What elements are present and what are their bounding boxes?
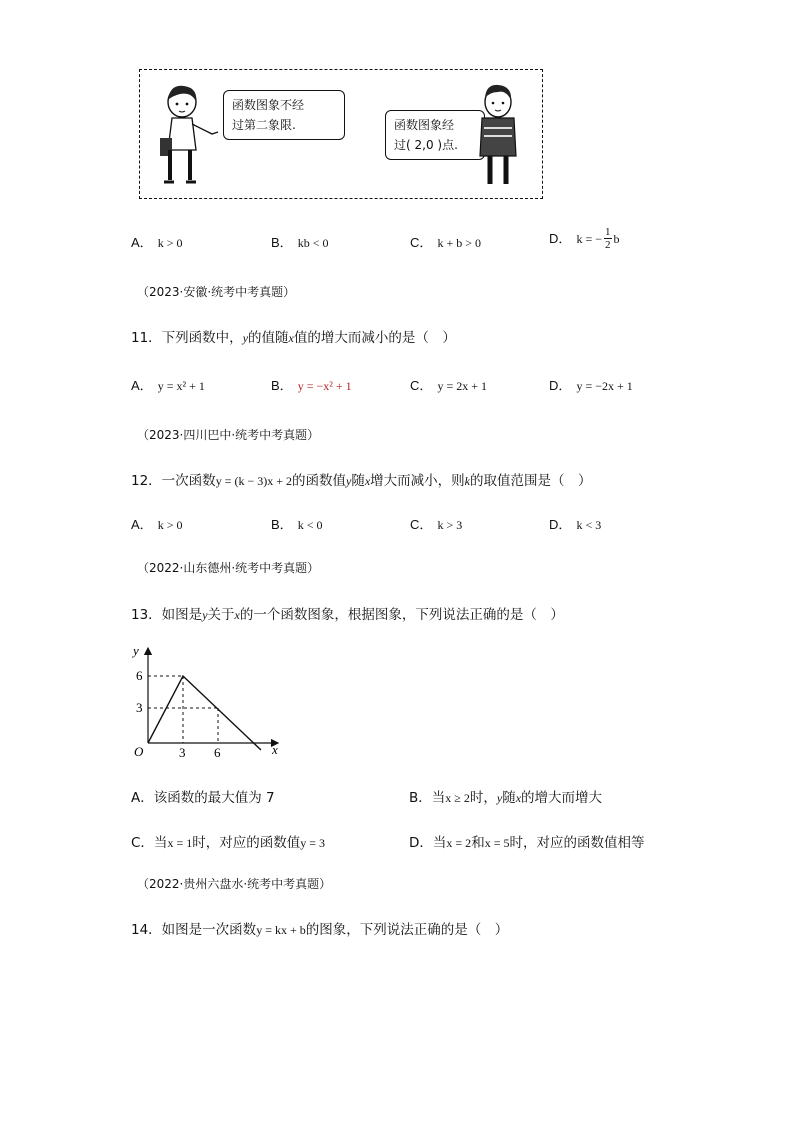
q13-source: （2022·山东德州·统考中考真题）	[137, 561, 320, 575]
y-tick-6: 6	[136, 668, 143, 683]
x-tick-6: 6	[214, 745, 221, 760]
boy-speech-line2: 过( 2,0 )点.	[394, 138, 458, 152]
q10-option-a[interactable]: A． k > 0	[131, 235, 183, 250]
q12-option-a[interactable]: A． k > 0	[131, 517, 183, 532]
q14-stem: 14．如图是一次函数y = kx + b的图象，下列说法正确的是（ ）	[131, 922, 509, 938]
q14-source: （2022·贵州六盘水·统考中考真题）	[137, 877, 332, 891]
q12-option-d[interactable]: D． k < 3	[549, 517, 602, 532]
q11-source: （2023·安徽·统考中考真题）	[137, 285, 296, 299]
fraction-one-half: $\frac{1}{2}$	[605, 226, 611, 251]
boy-speech-line1: 函数图象经	[394, 118, 455, 132]
girl-figure-icon	[150, 80, 230, 190]
origin-label: O	[134, 744, 144, 759]
boy-figure-icon	[468, 80, 528, 190]
q12-source: （2023·四川巴中·统考中考真题）	[137, 428, 320, 442]
q11-option-b[interactable]: B． y = −x² + 1	[271, 378, 352, 393]
q13-option-c[interactable]: C．当x = 1时，对应的函数值y = 3	[131, 835, 325, 851]
q11-option-a[interactable]: A． y = x² + 1	[131, 378, 205, 393]
q10-option-c[interactable]: C． k + b > 0	[410, 235, 482, 250]
q12-option-b[interactable]: B． k < 0	[271, 517, 323, 532]
q11-option-c[interactable]: C． y = 2x + 1	[410, 378, 488, 393]
q13-option-a[interactable]: A．该函数的最大值为 7	[131, 790, 275, 806]
q11-option-d[interactable]: D． y = −2x + 1	[549, 378, 633, 393]
y-tick-3: 3	[136, 700, 143, 715]
q11-stem: 11．下列函数中，y的值随x值的增大而减小的是（ ）	[131, 330, 456, 346]
x-axis-label: x	[272, 742, 278, 757]
q10-option-b[interactable]: B． kb < 0	[271, 235, 329, 250]
y-axis-label: y	[133, 643, 139, 658]
x-tick-3: 3	[179, 745, 186, 760]
function-line	[148, 676, 261, 750]
q13-function-graph	[128, 640, 288, 760]
q12-stem: 12．一次函数y = (k − 3)x + 2的函数值y随x增大而减小，则k的取值范围是（ ）	[131, 473, 592, 489]
girl-speech-line1: 函数图象不经	[232, 98, 305, 112]
q13-option-b[interactable]: B．当x ≥ 2时，y随x的增大而增大	[409, 790, 603, 806]
q13-stem: 13．如图是y关于x的一个函数图象，根据图象，下列说法正确的是（ ）	[131, 607, 564, 623]
q13-option-d[interactable]: D．当x = 2和x = 5时，对应的函数值相等	[409, 835, 645, 851]
girl-speech-bubble	[223, 90, 345, 140]
q10-option-d[interactable]: D． k = − $\frac{1}{2}$ b	[549, 226, 620, 251]
q12-option-c[interactable]: C． k > 3	[410, 517, 463, 532]
girl-speech-line2: 过第二象限.	[232, 118, 296, 132]
